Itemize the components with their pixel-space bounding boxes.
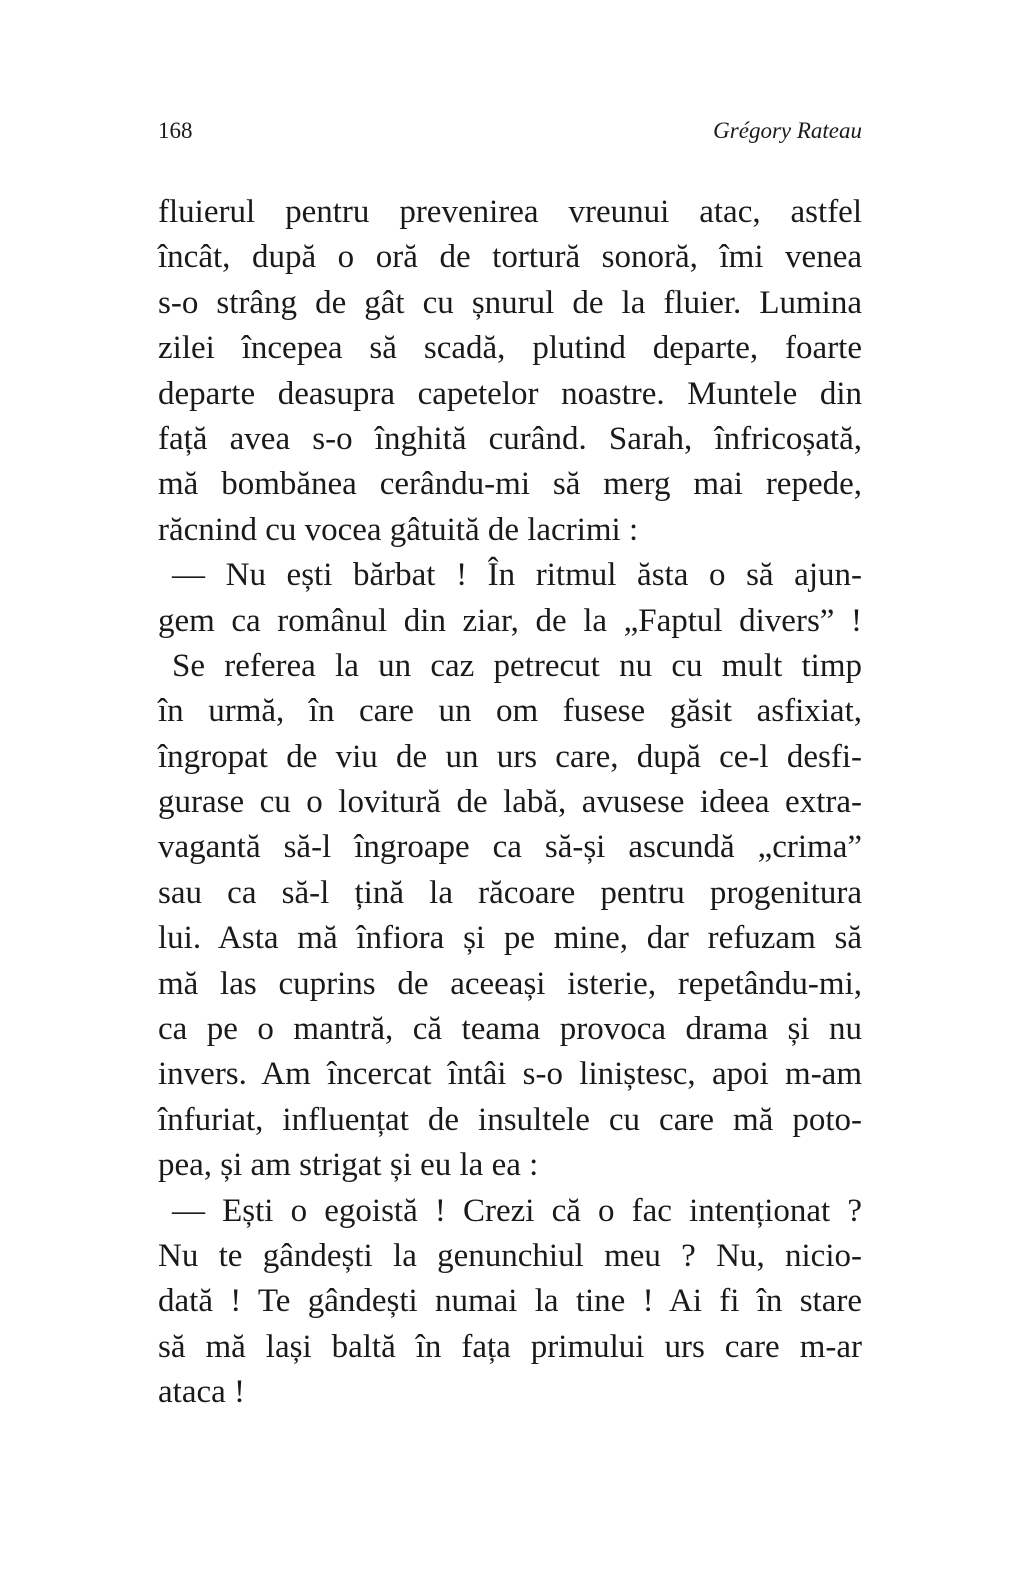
text-line: — Ești o egoistă ! Crezi că o fac intenționat ? [172, 1192, 862, 1229]
text-line: s-o strâng de gât cu șnurul de la fluier. Lumina [158, 284, 862, 321]
text-line: ataca ! [158, 1374, 245, 1411]
text-line: sau ca să-l țină la răcoare pentru progenitura [158, 874, 862, 911]
text-line: Nu te gândești la genunchiul meu ? Nu, nicio- [158, 1237, 862, 1274]
text-line: fluierul pentru prevenirea vreunui atac, astfel [158, 194, 862, 230]
body-text [158, 190, 862, 1416]
page-number: 168 [158, 118, 193, 143]
text-line: zilei începea să scadă, plutind departe, foarte [158, 330, 862, 367]
text-line: îngropat de viu de un urs care, după ce-l desfi- [158, 738, 862, 775]
text-line: mă las cuprins de aceeași isterie, repetându-mi, [158, 965, 862, 1002]
text-line: lui. Asta mă înfiora și pe mine, dar refuzam să [158, 920, 862, 957]
text-line: invers. Am încercat întâi s-o liniștesc, apoi m-am [158, 1056, 862, 1093]
text-line: vagantă să-l îngroape ca să-și ascundă „crima” [158, 829, 862, 866]
text-line: să mă lași baltă în fața primului urs care m-ar [158, 1328, 862, 1365]
text-line: încât, după o oră de tortură sonoră, îmi venea [158, 239, 862, 276]
running-header [158, 118, 862, 152]
text-line: — Nu ești bărbat ! În ritmul ăsta o să ajun- [172, 557, 862, 594]
text-line: față avea s-o înghită curând. Sarah, înfricoșată, [158, 420, 862, 457]
text-line: departe deasupra capetelor noastre. Muntele din [158, 375, 862, 412]
text-line: în urmă, în care un om fusese găsit asfixiat, [158, 693, 862, 730]
text-line: răcnind cu vocea gâtuită de lacrimi : [158, 511, 639, 548]
text-line: Se referea la un caz petrecut nu cu mult timp [172, 647, 862, 684]
text-line: înfuriat, influențat de insultele cu care mă poto- [158, 1101, 862, 1138]
text-line: dată ! Te gândești numai la tine ! Ai fi în stare [158, 1283, 862, 1320]
text-line: ca pe o mantră, că teama provoca drama și nu [158, 1011, 862, 1048]
text-line: pea, și am strigat și eu la ea : [158, 1147, 539, 1184]
author-name: Grégory Rateau [713, 118, 862, 143]
text-line: mă bombănea cerându-mi să merg mai repede, [158, 466, 862, 503]
text-line: gem ca românul din ziar, de la „Faptul divers” ! [158, 602, 862, 639]
text-line: gurase cu o lovitură de labă, avusese ideea extra- [158, 784, 862, 821]
